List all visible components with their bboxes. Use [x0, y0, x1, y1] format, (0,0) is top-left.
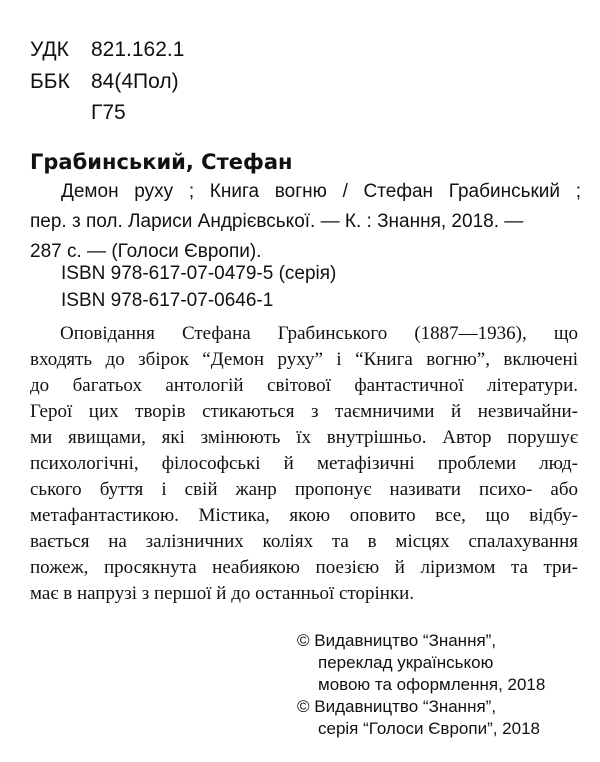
copyright-line: © Видавництво “Знання”,	[297, 697, 497, 716]
isbn-series: ISBN 978-617-07-0479-5 (серія)	[61, 263, 337, 284]
bib-line: 287 с. — (Голоси Європи).	[30, 241, 262, 262]
annotation-line: входять до збірок “Демон руху” і “Книга вогню”, включені	[30, 349, 578, 370]
annotation-line: ського буття і свій жанр пропонує називати психо- або	[30, 479, 578, 500]
annotation-line: психологічні, філософські й метафізичні проблеми люд-	[30, 453, 578, 474]
annotation-line: до багатьох антологій світової фантастичної літератури.	[30, 375, 578, 396]
copyright-line: мовою та оформлення, 2018	[318, 675, 546, 694]
copyright-line: серія “Голоси Європи”, 2018	[318, 719, 540, 738]
annotation-line: метафантастикою. Містика, якою оповито все, що відбу-	[30, 505, 578, 526]
copyright-line: © Видавництво “Знання”,	[297, 631, 497, 650]
bbk-value: 84(4Пол)	[91, 70, 179, 93]
annotation-line: Оповідання Стефана Грабинського (1887—1936), що	[60, 323, 578, 344]
bbk-label: ББК	[30, 70, 70, 93]
bib-line: пер. з пол. Лариси Андрієвської. — К. : Знання, 2018. —	[30, 211, 524, 232]
author-heading: Грабинський, Стефан	[30, 150, 293, 174]
annotation-line: вається на залізничних коліях та в місцях спалахування	[30, 531, 578, 552]
isbn-book: ISBN 978-617-07-0646-1	[61, 290, 274, 311]
bib-line: Демон руху ; Книга вогню / Стефан Грабинський ;	[61, 181, 581, 202]
annotation-line: пожеж, просякнута неабиякою поезією й ліризмом та три-	[30, 557, 578, 578]
author-mark: Г75	[91, 101, 126, 124]
copyright-line: переклад українською	[318, 653, 494, 672]
annotation-line: Герої цих творів стикаються з таємничими й незвичайни-	[30, 401, 578, 422]
annotation-line: має в напрузі з першої й до останньої сторінки.	[30, 583, 415, 604]
udk-label: УДК	[30, 38, 69, 61]
udk-value: 821.162.1	[91, 38, 185, 61]
annotation-line: ми явищами, які змінюють їх внутрішньо. Автор порушує	[30, 427, 578, 448]
